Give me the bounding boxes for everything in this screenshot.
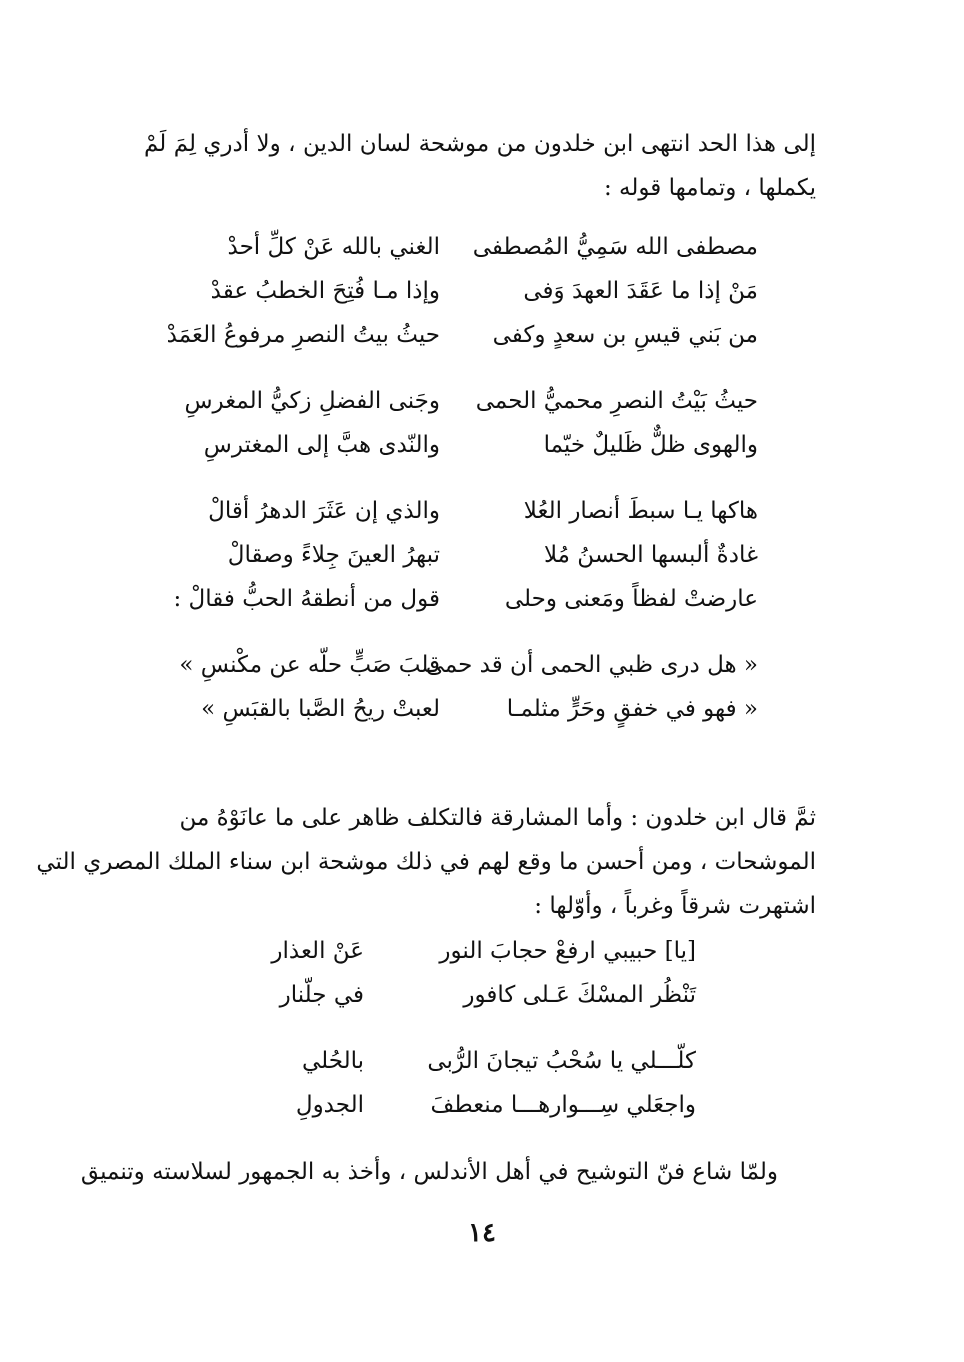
verse-first-hemistich: عارضتْ لفظاً ومَعنى وحلى bbox=[504, 586, 758, 612]
poem-muwashshah-2 bbox=[256, 938, 696, 1136]
verse-second-hemistich: لعبتْ ريحُ الصَّبا بالقبَسِ » bbox=[201, 696, 440, 722]
verse-line bbox=[158, 322, 758, 366]
verse-line bbox=[256, 1048, 696, 1092]
verse-second-hemistich: قول من أنطقهُ الحبُّ فقالْ : bbox=[173, 586, 440, 612]
stanza bbox=[158, 388, 758, 476]
closing-paragraph bbox=[80, 1150, 778, 1194]
stanza bbox=[158, 498, 758, 630]
verse-second-hemistich: الغني بالله عَنْ كلِّ أحدْ bbox=[227, 234, 440, 260]
verse-first-hemistich: غادةٌ ألبسها الحسنُ مُلا bbox=[543, 542, 758, 568]
verse-line bbox=[256, 1092, 696, 1136]
verse-first-hemistich: واجعَلي سِـــوارهـــا منعطفَ bbox=[430, 1092, 696, 1118]
verse-line bbox=[256, 938, 696, 982]
verse-line bbox=[158, 586, 758, 630]
verse-second-hemistich: بالحُلي bbox=[301, 1048, 364, 1074]
verse-second-hemistich: حيثُ بيتُ النصرِ مرفوعُ العَمَدْ bbox=[166, 322, 440, 348]
verse-first-hemistich: مصطفى الله سَمِيُّ المُصطفى bbox=[472, 234, 758, 260]
verse-first-hemistich: حيثُ بَيْتُ النصرِ محميُّ الحمى bbox=[475, 388, 758, 414]
verse-second-hemistich: تبهرُ العينَ جِلاءً وصقالْ bbox=[227, 542, 440, 568]
verse-second-hemistich: قلبَ صَبٍّ حلّه عن مكْنسِ » bbox=[179, 652, 440, 678]
page-number: ١٤ bbox=[468, 1218, 496, 1248]
verse-line bbox=[158, 696, 758, 740]
verse-line bbox=[158, 652, 758, 696]
verse-first-hemistich: كلّـــلي يا سُحْبُ تيجانَ الرُّبى bbox=[427, 1048, 696, 1074]
verse-line bbox=[158, 432, 758, 476]
verse-first-hemistich: تَنْظُر المسْكَ عَـلى كافور bbox=[463, 982, 696, 1008]
paragraph-line: يكملها ، وتمامها قوله : bbox=[604, 175, 816, 201]
verse-first-hemistich: [يا] حبيبي ارفعْ حجابَ النور bbox=[439, 938, 696, 964]
intro-paragraph bbox=[144, 122, 816, 210]
paragraph-line: إلى هذا الحد انتهى ابن خلدون من موشحة لسان الدين ، ولا أدري لِمَ لَمْ bbox=[144, 131, 816, 157]
verse-second-hemistich: وجَنى الفضلِ زكيُّ المغرسِ bbox=[184, 388, 440, 414]
stanza bbox=[256, 938, 696, 1026]
paragraph-line: ثمَّ قال ابن خلدون : وأما المشارقة فالتكلف ظاهر على ما عانَوْهُ من bbox=[179, 805, 816, 831]
verse-line bbox=[158, 542, 758, 586]
verse-second-hemistich: الجدولِ bbox=[295, 1092, 364, 1118]
poem-muwashshah-1 bbox=[158, 234, 758, 740]
verse-second-hemistich: والنّدى هبَّ إلى المغترسِ bbox=[203, 432, 440, 458]
paragraph-line: الموشحات ، ومن أحسن ما وقع لهم في ذلك موشحة ابن سناء الملك المصري التي bbox=[36, 849, 816, 875]
stanza bbox=[158, 652, 758, 740]
middle-paragraph bbox=[36, 796, 816, 928]
verse-line bbox=[158, 498, 758, 542]
verse-first-hemistich: هاكها يـا سبطَ أنصار العُلا bbox=[523, 498, 758, 524]
verse-first-hemistich: مَنْ إذا ما عَقَدَ العهدَ وَفى bbox=[523, 278, 758, 304]
verse-second-hemistich: عَنْ العذار bbox=[271, 938, 364, 964]
paragraph-line: ولمّا شاع فنّ التوشيح في أهل الأندلس ، وأخذ به الجمهور لسلاسته وتنميق bbox=[80, 1159, 778, 1185]
verse-line bbox=[256, 982, 696, 1026]
verse-first-hemistich: من بَني قيسِ بن سعدٍ وكفى bbox=[492, 322, 758, 348]
verse-line bbox=[158, 234, 758, 278]
verse-second-hemistich: في جلّنار bbox=[279, 982, 364, 1008]
verse-first-hemistich: « هل درى ظبي الحمى أن قد حمى bbox=[425, 652, 758, 678]
verse-first-hemistich: « فهو في خفقٍ وحَرٍّ مثلمـا bbox=[506, 696, 758, 722]
stanza bbox=[256, 1048, 696, 1136]
verse-line bbox=[158, 388, 758, 432]
verse-second-hemistich: والذي إن عَثَرَ الدهرُ أقالْ bbox=[208, 498, 440, 524]
verse-second-hemistich: وإذا مـا فُتِحَ الخطبُ عقدْ bbox=[210, 278, 440, 304]
verse-first-hemistich: والهوى ظلٌّ ظَليلٌ خيّما bbox=[543, 432, 758, 458]
verse-line bbox=[158, 278, 758, 322]
paragraph-line: اشتهرت شرقاً وغرباً ، وأوّلها : bbox=[534, 893, 816, 919]
stanza bbox=[158, 234, 758, 366]
